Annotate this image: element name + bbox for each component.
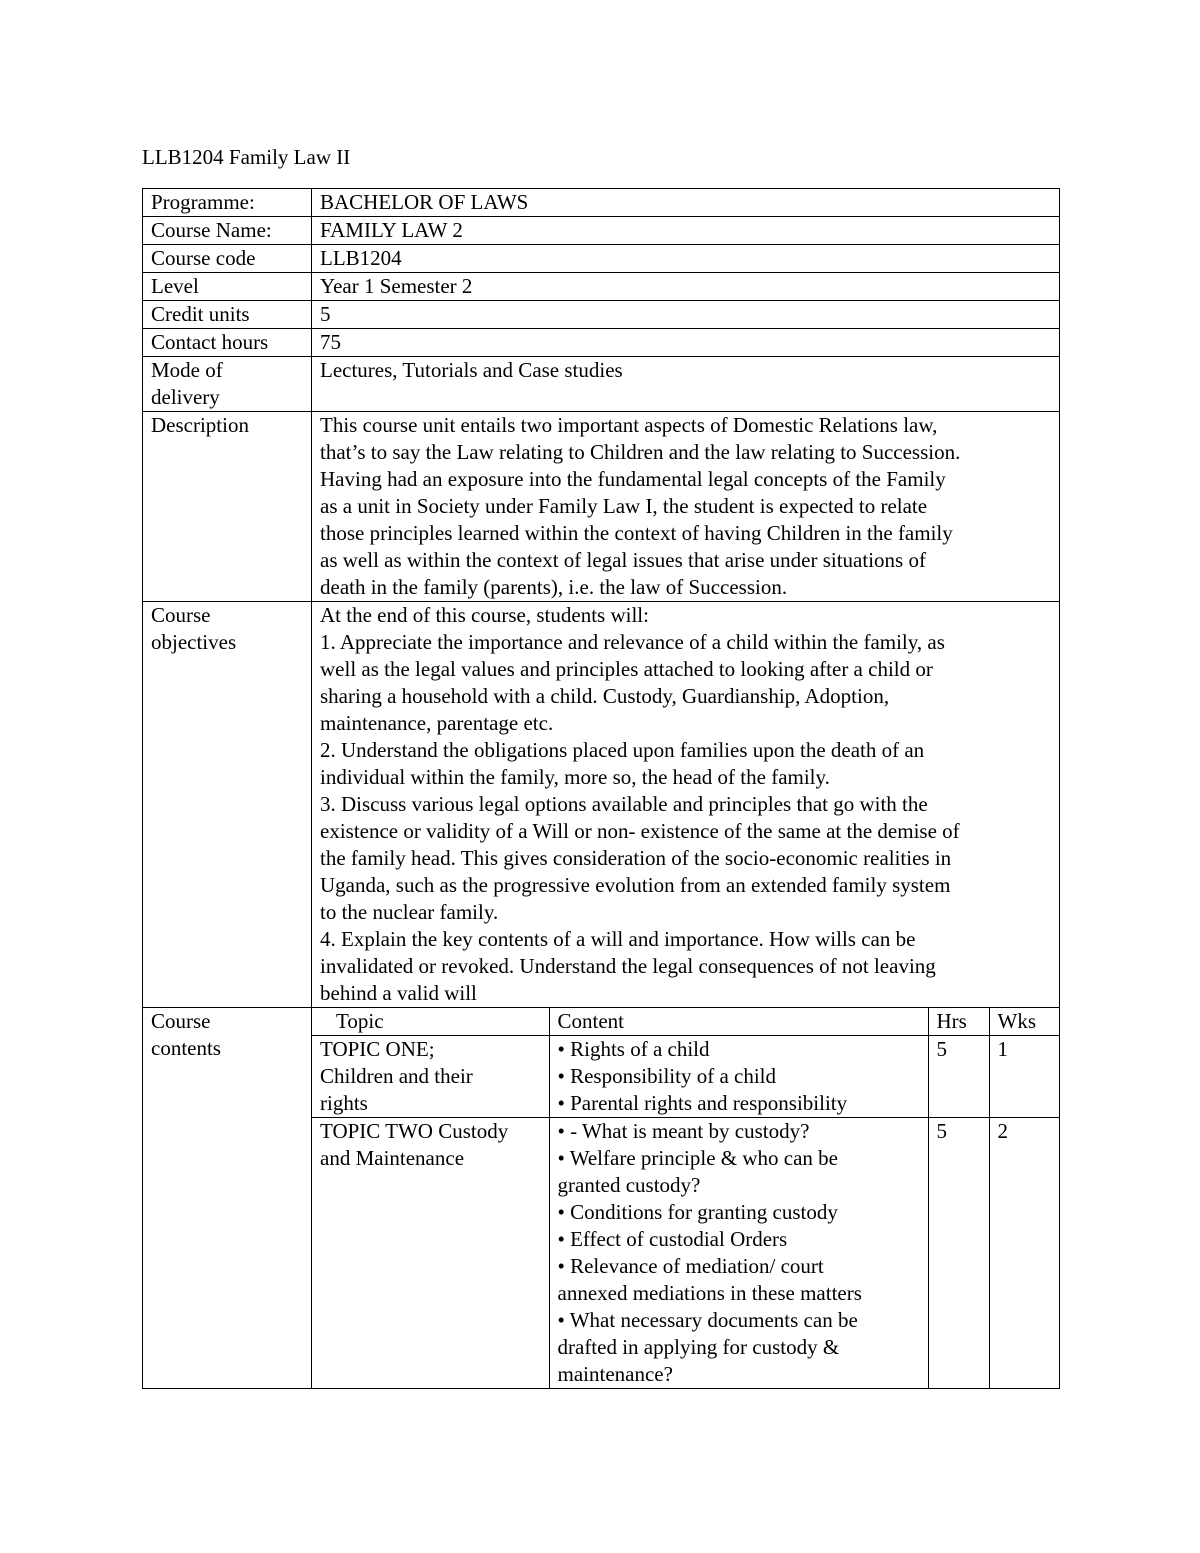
programme-label: Programme:: [143, 189, 312, 217]
credit-units-value: 5: [312, 301, 1060, 329]
course-name-value: FAMILY LAW 2: [312, 217, 1060, 245]
contact-hours-label: Contact hours: [143, 329, 312, 357]
course-contents-cell: [312, 1008, 1060, 1389]
objective-line: 4. Explain the key contents of a will and importance. How wills can be: [320, 927, 916, 951]
course-name-label: Course Name:: [143, 217, 312, 245]
course-contents-table: [312, 1008, 1060, 1388]
description-label: Description: [143, 412, 312, 602]
objectives-label-line-2: objectives: [151, 630, 237, 654]
description-value: [312, 412, 1060, 602]
objective-line: maintenance, parentage etc.: [320, 711, 554, 735]
row-mode-of-delivery: [143, 357, 1060, 412]
content-bullet: • Responsibility of a child: [557, 1064, 777, 1088]
row-course-contents: [143, 1008, 1060, 1389]
description-line: as a unit in Society under Family Law I, the student is expected to relate: [320, 494, 928, 518]
description-line: This course unit entails two important aspects of Domestic Relations law,: [320, 413, 938, 437]
course-objectives-label: [143, 602, 312, 1008]
content-bullet: • Effect of custodial Orders: [557, 1227, 788, 1251]
row-course-objectives: [143, 602, 1060, 1008]
mode-of-delivery-label: [143, 357, 312, 412]
content-bullet: • Parental rights and responsibility: [557, 1091, 848, 1115]
header-topic: Topic: [312, 1008, 549, 1036]
level-value: Year 1 Semester 2: [312, 273, 1060, 301]
topic-hrs: 5: [928, 1036, 989, 1118]
objective-line: 1. Appreciate the importance and relevance of a child within the family, as: [320, 630, 945, 654]
description-line: that’s to say the Law relating to Children and the law relating to Succession.: [320, 440, 961, 464]
topic-title: [312, 1118, 549, 1389]
description-line: Having had an exposure into the fundamental legal concepts of the Family: [320, 467, 946, 491]
content-bullet: • Welfare principle & who can be: [557, 1146, 838, 1170]
contact-hours-value: 75: [312, 329, 1060, 357]
objective-line: 3. Discuss various legal options available and principles that go with the: [320, 792, 928, 816]
content-bullet: drafted in applying for custody &: [557, 1335, 840, 1359]
contents-label-line-2: contents: [151, 1036, 221, 1060]
row-course-code: [143, 245, 1060, 273]
course-contents-label: [143, 1008, 312, 1389]
objective-line: the family head. This gives consideration of the socio-economic realities in: [320, 846, 952, 870]
content-bullet: maintenance?: [557, 1362, 673, 1386]
topic-wks: 1: [989, 1036, 1060, 1118]
mode-label-line-1: Mode of: [151, 358, 223, 382]
mode-label-line-2: delivery: [151, 385, 220, 409]
header-hrs: Hrs: [928, 1008, 989, 1036]
content-bullet: annexed mediations in these matters: [557, 1281, 862, 1305]
topic-title-line: Children and their: [320, 1064, 473, 1088]
header-content: Content: [549, 1008, 928, 1036]
content-bullet: • Relevance of mediation/ court: [557, 1254, 824, 1278]
mode-of-delivery-value: Lectures, Tutorials and Case studies: [312, 357, 1060, 412]
content-bullet: • - What is meant by custody?: [557, 1119, 810, 1143]
objective-line: to the nuclear family.: [320, 900, 499, 924]
description-line: death in the family (parents), i.e. the law of Succession.: [320, 575, 788, 599]
topic-title: [312, 1036, 549, 1118]
objective-line: Uganda, such as the progressive evolution from an extended family system: [320, 873, 951, 897]
objective-line: well as the legal values and principles attached to looking after a child or: [320, 657, 933, 681]
topic-title-line: and Maintenance: [320, 1146, 465, 1170]
content-bullet: • Conditions for granting custody: [557, 1200, 838, 1224]
course-objectives-value: [312, 602, 1060, 1008]
topic-title-line: TOPIC ONE;: [320, 1037, 435, 1061]
topic-title-line: rights: [320, 1091, 368, 1115]
contents-label-line-1: Course: [151, 1009, 211, 1033]
row-level: [143, 273, 1060, 301]
topic-hrs: 5: [928, 1118, 989, 1389]
description-line: those principles learned within the context of having Children in the family: [320, 521, 953, 545]
description-line: as well as within the context of legal issues that arise under situations of: [320, 548, 926, 572]
objective-line: existence or validity of a Will or non- existence of the same at the demise of: [320, 819, 960, 843]
content-bullet: • Rights of a child: [557, 1037, 710, 1061]
content-bullet: • What necessary documents can be: [557, 1308, 858, 1332]
objective-line: 2. Understand the obligations placed upon families upon the death of an: [320, 738, 925, 762]
contents-header-row: [312, 1008, 1060, 1036]
row-course-name: [143, 217, 1060, 245]
topic-wks: 2: [989, 1118, 1060, 1389]
topic-row: [312, 1036, 1060, 1118]
header-wks: Wks: [989, 1008, 1060, 1036]
page-title: LLB1204 Family Law II: [142, 145, 351, 169]
programme-value: BACHELOR OF LAWS: [312, 189, 1060, 217]
objective-line: At the end of this course, students will:: [320, 603, 649, 627]
objectives-label-line-1: Course: [151, 603, 211, 627]
objective-line: invalidated or revoked. Understand the legal consequences of not leaving: [320, 954, 936, 978]
row-credit-units: [143, 301, 1060, 329]
course-code-value: LLB1204: [312, 245, 1060, 273]
level-label: Level: [143, 273, 312, 301]
row-description: [143, 412, 1060, 602]
row-programme: [143, 189, 1060, 217]
row-contact-hours: [143, 329, 1060, 357]
content-bullet: granted custody?: [557, 1173, 701, 1197]
topic-content: [549, 1036, 928, 1118]
course-code-label: Course code: [143, 245, 312, 273]
course-outline-table: [142, 188, 1060, 1389]
objective-line: behind a valid will: [320, 981, 477, 1005]
topic-title-line: TOPIC TWO Custody: [320, 1119, 509, 1143]
objective-line: individual within the family, more so, the head of the family.: [320, 765, 830, 789]
topic-content: [549, 1118, 928, 1389]
credit-units-label: Credit units: [143, 301, 312, 329]
objective-line: sharing a household with a child. Custody, Guardianship, Adoption,: [320, 684, 890, 708]
topic-row: [312, 1118, 1060, 1389]
